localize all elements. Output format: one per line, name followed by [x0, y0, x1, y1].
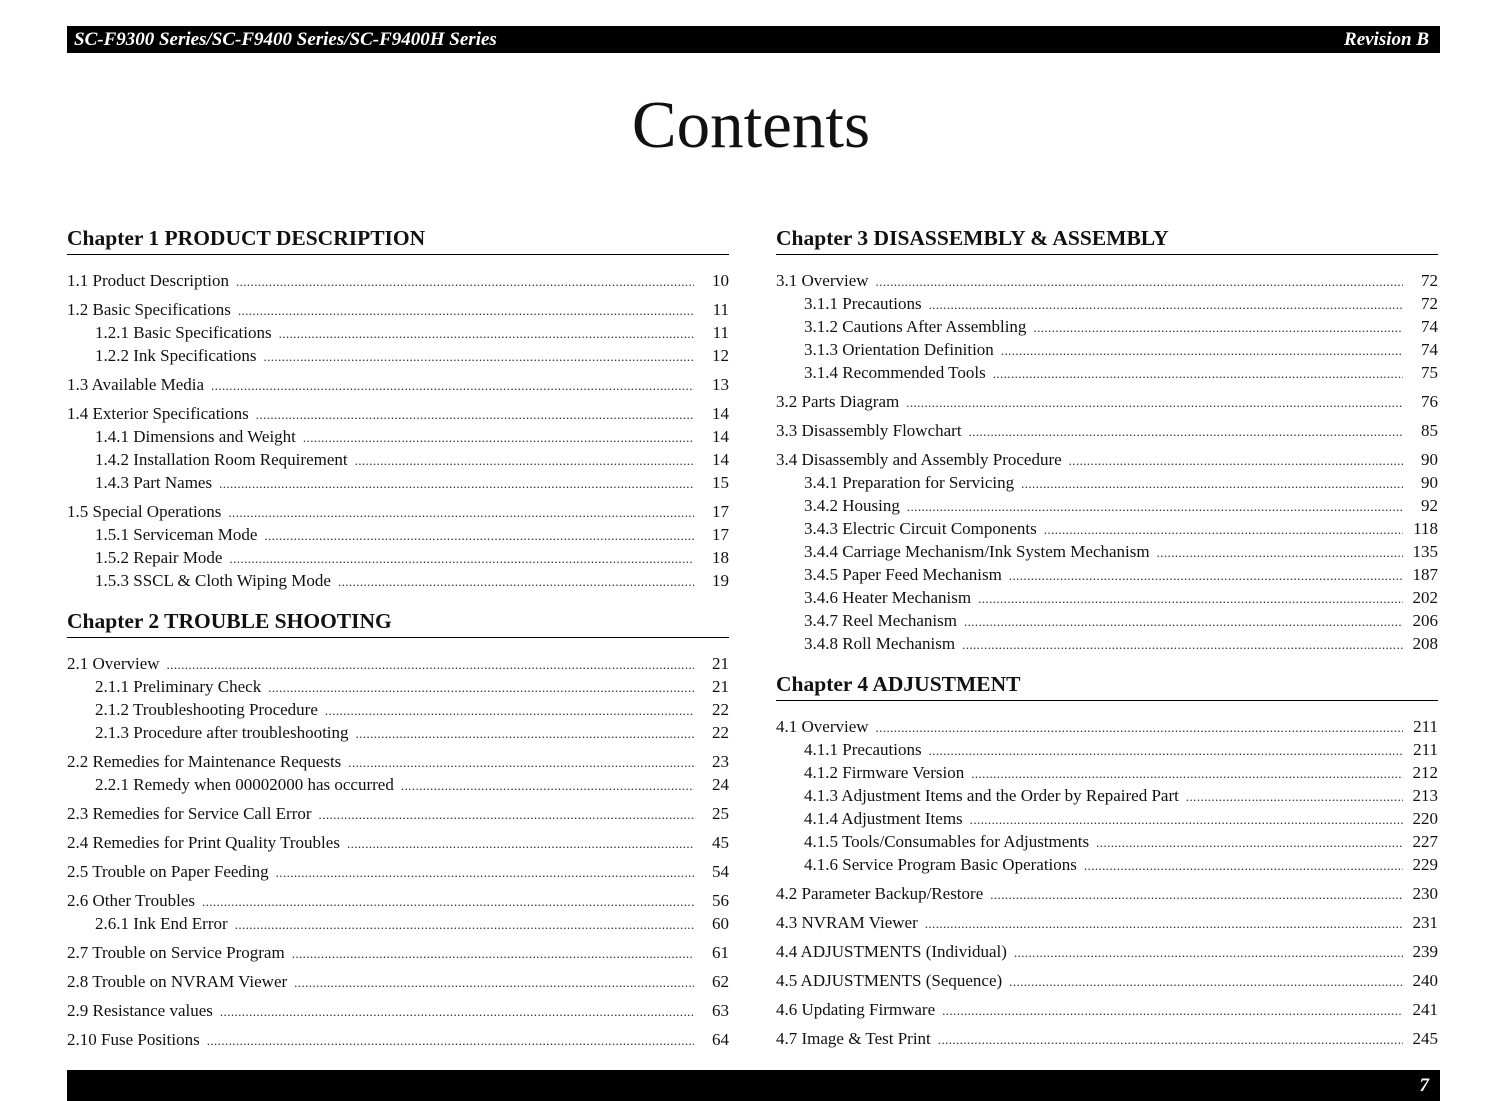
toc-subsection-entry[interactable] — [776, 632, 1438, 655]
dot-leader — [993, 362, 1403, 385]
dot-leader — [990, 883, 1403, 906]
toc-section-entry[interactable] — [67, 999, 729, 1022]
toc-section-entry[interactable] — [776, 390, 1438, 413]
chapter-4-entries — [776, 715, 1438, 1050]
toc-entry-page: 19 — [712, 571, 729, 590]
toc-section-entry[interactable] — [776, 269, 1438, 292]
toc-subsection-entry[interactable] — [776, 292, 1438, 315]
toc-entry-page: 245 — [1412, 1029, 1438, 1048]
dot-leader — [264, 524, 694, 547]
toc-subsection-entry[interactable] — [776, 586, 1438, 609]
dot-leader — [294, 971, 694, 994]
toc-entry-label: 1.5.1 Serviceman Mode — [95, 525, 258, 544]
toc-entry-label: 1.5.2 Repair Mode — [95, 548, 223, 567]
dot-leader — [1157, 541, 1403, 564]
toc-subsection-entry[interactable] — [776, 517, 1438, 540]
toc-subsection-entry[interactable] — [776, 563, 1438, 586]
chapter-3-heading[interactable]: Chapter 3 DISASSEMBLY & ASSEMBLY — [776, 226, 1438, 255]
toc-subsection-entry[interactable] — [776, 471, 1438, 494]
toc-subsection-entry[interactable] — [776, 361, 1438, 384]
toc-subsection-entry[interactable] — [776, 315, 1438, 338]
header-title: SC-F9300 Series/SC-F9400 Series/SC-F9400H Series — [74, 28, 497, 50]
toc-entry-label: 2.8 Trouble on NVRAM Viewer — [67, 972, 288, 991]
toc-entry-label: 1.3 Available Media — [67, 375, 205, 394]
toc-entry-label: 2.10 Fuse Positions — [67, 1030, 200, 1049]
dot-leader — [1096, 831, 1403, 854]
toc-section-entry[interactable] — [67, 500, 729, 523]
toc-entry-page: 213 — [1412, 786, 1438, 805]
toc-entry-page: 54 — [712, 862, 729, 881]
dot-leader — [303, 426, 694, 449]
toc-subsection-entry[interactable] — [67, 471, 729, 494]
toc-subsection-entry[interactable] — [776, 853, 1438, 876]
toc-entry-label: 3.4.8 Roll Mechanism — [804, 634, 956, 653]
toc-entry-label: 2.4 Remedies for Print Quality Troubles — [67, 833, 340, 852]
toc-entry-page: 74 — [1421, 317, 1438, 336]
toc-subsection-entry[interactable] — [67, 569, 729, 592]
dot-leader — [211, 374, 694, 397]
toc-entry-page: 45 — [712, 833, 729, 852]
toc-section-entry[interactable] — [67, 802, 729, 825]
toc-entry-label: 4.1 Overview — [776, 717, 869, 736]
toc-entry-page: 220 — [1412, 809, 1438, 828]
toc-entry-page: 63 — [712, 1001, 729, 1020]
toc-entry-page: 17 — [712, 502, 729, 521]
toc-subsection-entry[interactable] — [67, 675, 729, 698]
toc-subsection-entry[interactable] — [776, 761, 1438, 784]
dot-leader — [228, 501, 694, 524]
dot-leader — [167, 653, 694, 676]
dot-leader — [969, 420, 1403, 443]
dot-leader — [1186, 785, 1403, 808]
toc-section-entry[interactable] — [67, 652, 729, 675]
dot-leader — [1009, 564, 1403, 587]
toc-subsection-entry[interactable] — [67, 448, 729, 471]
toc-entry-label: 1.4.1 Dimensions and Weight — [95, 427, 296, 446]
dot-leader — [929, 293, 1403, 316]
toc-subsection-entry[interactable] — [67, 425, 729, 448]
toc-entry-label: 2.6.1 Ink End Error — [95, 914, 228, 933]
toc-section-entry[interactable] — [67, 1028, 729, 1051]
toc-entry-label: 1.4.3 Part Names — [95, 473, 213, 492]
toc-entry-label: 3.4.3 Electric Circuit Components — [804, 519, 1037, 538]
toc-entry-label: 1.5 Special Operations — [67, 502, 222, 521]
dot-leader — [962, 633, 1403, 656]
toc-entry-page: 12 — [712, 346, 729, 365]
toc-entry-page: 212 — [1412, 763, 1438, 782]
toc-entry-label: 4.7 Image & Test Print — [776, 1029, 931, 1048]
dot-leader — [1069, 449, 1403, 472]
toc-subsection-entry[interactable] — [67, 321, 729, 344]
toc-entry-label: 4.1.2 Firmware Version — [804, 763, 965, 782]
dot-leader — [319, 803, 694, 826]
dot-leader — [220, 1000, 694, 1023]
footer-bar — [67, 1070, 1440, 1101]
dot-leader — [235, 913, 694, 936]
toc-entry-page: 239 — [1412, 942, 1438, 961]
toc-entry-page: 64 — [712, 1030, 729, 1049]
toc-subsection-entry[interactable] — [67, 523, 729, 546]
chapter-2-heading[interactable]: Chapter 2 TROUBLE SHOOTING — [67, 609, 729, 638]
toc-entry-page: 206 — [1412, 611, 1438, 630]
header-bar — [67, 26, 1440, 53]
toc-entry-label: 2.2.1 Remedy when 00002000 has occurred — [95, 775, 394, 794]
toc-entry-label: 2.9 Resistance values — [67, 1001, 213, 1020]
toc-entry-page: 92 — [1421, 496, 1438, 515]
dot-leader — [1014, 941, 1403, 964]
toc-section-entry[interactable] — [776, 969, 1438, 992]
toc-subsection-entry[interactable] — [776, 830, 1438, 853]
toc-entry-label: 1.4.2 Installation Room Requirement — [95, 450, 348, 469]
dot-leader — [907, 495, 1403, 518]
dot-leader — [1084, 854, 1403, 877]
toc-section-entry[interactable] — [776, 998, 1438, 1021]
toc-entry-page: 118 — [1413, 519, 1438, 538]
toc-entry-page: 202 — [1412, 588, 1438, 607]
toc-entry-label: 2.5 Trouble on Paper Feeding — [67, 862, 269, 881]
toc-entry-label: 2.1.3 Procedure after troubleshooting — [95, 723, 349, 742]
toc-entry-label: 1.1 Product Description — [67, 271, 229, 290]
toc-entry-label: 2.1.2 Troubleshooting Procedure — [95, 700, 318, 719]
dot-leader — [276, 861, 694, 884]
toc-entry-page: 21 — [712, 677, 729, 696]
header-revision: Revision B — [1344, 28, 1429, 50]
toc-entry-page: 211 — [1413, 717, 1438, 736]
toc-entry-page: 24 — [712, 775, 729, 794]
dot-leader — [219, 472, 694, 495]
toc-section-entry[interactable] — [67, 970, 729, 993]
toc-entry-label: 1.5.3 SSCL & Cloth Wiping Mode — [95, 571, 331, 590]
toc-entry-label: 2.1 Overview — [67, 654, 160, 673]
toc-entry-page: 72 — [1421, 271, 1438, 290]
dot-leader — [229, 547, 694, 570]
toc-subsection-entry[interactable] — [776, 807, 1438, 830]
toc-entry-label: 3.4.4 Carriage Mechanism/Ink System Mechanism — [804, 542, 1150, 561]
toc-entry-label: 3.1.4 Recommended Tools — [804, 363, 986, 382]
dot-leader — [338, 570, 694, 593]
toc-entry-page: 14 — [712, 427, 729, 446]
toc-subsection-entry[interactable] — [776, 738, 1438, 761]
dot-leader — [401, 774, 694, 797]
chapter-1-entries — [67, 269, 729, 592]
toc-subsection-entry[interactable] — [776, 784, 1438, 807]
toc-entry-page: 231 — [1412, 913, 1438, 932]
toc-entry-page: 90 — [1421, 450, 1438, 469]
toc-entry-label: 4.1.5 Tools/Consumables for Adjustments — [804, 832, 1090, 851]
toc-entry-label: 4.1.3 Adjustment Items and the Order by Repaired Part — [804, 786, 1179, 805]
dot-leader — [356, 722, 694, 745]
toc-entry-label: 4.4 ADJUSTMENTS (Individual) — [776, 942, 1007, 961]
toc-entry-label: 4.1.6 Service Program Basic Operations — [804, 855, 1077, 874]
toc-entry-label: 3.4.2 Housing — [804, 496, 900, 515]
toc-subsection-entry[interactable] — [776, 609, 1438, 632]
dot-leader — [268, 676, 694, 699]
toc-entry-page: 18 — [712, 548, 729, 567]
footer-page-number: 7 — [1419, 1074, 1429, 1096]
toc-entry-label: 1.2.1 Basic Specifications — [95, 323, 272, 342]
toc-entry-page: 22 — [712, 723, 729, 742]
toc-subsection-entry[interactable] — [67, 912, 729, 935]
toc-section-entry[interactable] — [776, 419, 1438, 442]
toc-entry-page: 72 — [1421, 294, 1438, 313]
toc-entry-label: 4.5 ADJUSTMENTS (Sequence) — [776, 971, 1003, 990]
toc-section-entry[interactable] — [67, 941, 729, 964]
toc-subsection-entry[interactable] — [67, 773, 729, 796]
toc-section-entry[interactable] — [776, 448, 1438, 471]
toc-section-entry[interactable] — [776, 911, 1438, 934]
toc-entry-page: 61 — [712, 943, 729, 962]
dot-leader — [876, 270, 1403, 293]
toc-entry-page: 75 — [1421, 363, 1438, 382]
toc-entry-page: 22 — [712, 700, 729, 719]
dot-leader — [207, 1029, 694, 1052]
toc-entry-label: 3.4.6 Heater Mechanism — [804, 588, 972, 607]
toc-entry-page: 11 — [712, 300, 729, 319]
dot-leader — [256, 403, 694, 426]
toc-subsection-entry[interactable] — [67, 721, 729, 744]
dot-leader — [236, 270, 694, 293]
dot-leader — [929, 739, 1403, 762]
toc-entry-page: 240 — [1412, 971, 1438, 990]
toc-entry-label: 4.6 Updating Firmware — [776, 1000, 936, 1019]
dot-leader — [1009, 970, 1403, 993]
toc-subsection-entry[interactable] — [67, 698, 729, 721]
toc-entry-label: 4.1.1 Precautions — [804, 740, 922, 759]
toc-entry-label: 1.2 Basic Specifications — [67, 300, 231, 319]
toc-entry-page: 208 — [1412, 634, 1438, 653]
toc-entry-page: 14 — [712, 450, 729, 469]
dot-leader — [1001, 339, 1403, 362]
toc-entry-label: 3.3 Disassembly Flowchart — [776, 421, 962, 440]
toc-entry-page: 135 — [1412, 542, 1438, 561]
toc-entry-label: 3.4.1 Preparation for Servicing — [804, 473, 1015, 492]
toc-entry-label: 1.2.2 Ink Specifications — [95, 346, 257, 365]
toc-section-entry[interactable] — [67, 402, 729, 425]
toc-entry-page: 56 — [712, 891, 729, 910]
dot-leader — [1033, 316, 1403, 339]
toc-section-entry[interactable] — [67, 298, 729, 321]
toc-entry-page: 62 — [712, 972, 729, 991]
toc-entry-label: 4.3 NVRAM Viewer — [776, 913, 918, 932]
toc-entry-label: 1.4 Exterior Specifications — [67, 404, 249, 423]
toc-entry-page: 13 — [712, 375, 729, 394]
chapter-3-entries — [776, 269, 1438, 655]
toc-entry-page: 211 — [1413, 740, 1438, 759]
toc-entry-label: 3.1.3 Orientation Definition — [804, 340, 994, 359]
toc-subsection-entry[interactable] — [776, 540, 1438, 563]
toc-section-entry[interactable] — [776, 940, 1438, 963]
toc-entry-label: 3.1.2 Cautions After Assembling — [804, 317, 1027, 336]
toc-entry-label: 4.2 Parameter Backup/Restore — [776, 884, 984, 903]
dot-leader — [971, 762, 1403, 785]
dot-leader — [964, 610, 1403, 633]
toc-entry-label: 2.2 Remedies for Maintenance Requests — [67, 752, 342, 771]
toc-entry-page: 21 — [712, 654, 729, 673]
dot-leader — [906, 391, 1403, 414]
page-title: Contents — [631, 88, 871, 162]
toc-section-entry[interactable] — [776, 882, 1438, 905]
toc-entry-page: 227 — [1412, 832, 1438, 851]
toc-entry-page: 74 — [1421, 340, 1438, 359]
toc-section-entry[interactable] — [67, 373, 729, 396]
toc-section-entry[interactable] — [776, 1027, 1438, 1050]
toc-left-column — [67, 226, 729, 1051]
toc-entry-label: 3.4 Disassembly and Assembly Procedure — [776, 450, 1062, 469]
dot-leader — [970, 808, 1403, 831]
toc-entry-label: 2.3 Remedies for Service Call Error — [67, 804, 312, 823]
dot-leader — [347, 832, 694, 855]
dot-leader — [325, 699, 694, 722]
toc-subsection-entry[interactable] — [776, 338, 1438, 361]
toc-subsection-entry[interactable] — [776, 494, 1438, 517]
toc-entry-page: 60 — [712, 914, 729, 933]
toc-entry-label: 3.1.1 Precautions — [804, 294, 922, 313]
toc-entry-label: 4.1.4 Adjustment Items — [804, 809, 963, 828]
toc-entry-page: 230 — [1412, 884, 1438, 903]
toc-entry-label: 2.7 Trouble on Service Program — [67, 943, 285, 962]
toc-entry-page: 17 — [712, 525, 729, 544]
toc-section-entry[interactable] — [67, 750, 729, 773]
chapter-2-entries — [67, 652, 729, 1051]
dot-leader — [348, 751, 694, 774]
toc-right-column — [776, 226, 1438, 1050]
toc-entry-label: 2.6 Other Troubles — [67, 891, 195, 910]
toc-entry-label: 3.4.5 Paper Feed Mechanism — [804, 565, 1002, 584]
dot-leader — [279, 322, 694, 345]
toc-entry-page: 14 — [712, 404, 729, 423]
dot-leader — [238, 299, 694, 322]
toc-section-entry[interactable] — [67, 860, 729, 883]
dot-leader — [1021, 472, 1403, 495]
toc-entry-page: 229 — [1412, 855, 1438, 874]
toc-section-entry[interactable] — [67, 889, 729, 912]
dot-leader — [876, 716, 1403, 739]
dot-leader — [978, 587, 1403, 610]
toc-entry-page: 187 — [1412, 565, 1438, 584]
toc-entry-page: 85 — [1421, 421, 1438, 440]
dot-leader — [263, 345, 694, 368]
toc-subsection-entry[interactable] — [67, 344, 729, 367]
toc-entry-page: 10 — [712, 271, 729, 290]
dot-leader — [292, 942, 694, 965]
toc-subsection-entry[interactable] — [67, 546, 729, 569]
dot-leader — [942, 999, 1403, 1022]
toc-entry-label: 3.4.7 Reel Mechanism — [804, 611, 957, 630]
toc-section-entry[interactable] — [67, 269, 729, 292]
dot-leader — [925, 912, 1403, 935]
toc-entry-page: 76 — [1421, 392, 1438, 411]
toc-entry-page: 25 — [712, 804, 729, 823]
dot-leader — [1044, 518, 1403, 541]
toc-section-entry[interactable] — [776, 715, 1438, 738]
chapter-1-heading[interactable]: Chapter 1 PRODUCT DESCRIPTION — [67, 226, 729, 255]
toc-section-entry[interactable] — [67, 831, 729, 854]
toc-entry-label: 3.1 Overview — [776, 271, 869, 290]
toc-entry-page: 15 — [712, 473, 729, 492]
toc-entry-page: 11 — [712, 323, 729, 342]
toc-entry-page: 23 — [712, 752, 729, 771]
dot-leader — [938, 1028, 1403, 1051]
toc-entry-page: 90 — [1421, 473, 1438, 492]
dot-leader — [202, 890, 694, 913]
toc-entry-label: 3.2 Parts Diagram — [776, 392, 900, 411]
toc-entry-page: 241 — [1412, 1000, 1438, 1019]
toc-entry-label: 2.1.1 Preliminary Check — [95, 677, 262, 696]
dot-leader — [355, 449, 694, 472]
chapter-4-heading[interactable]: Chapter 4 ADJUSTMENT — [776, 672, 1438, 701]
